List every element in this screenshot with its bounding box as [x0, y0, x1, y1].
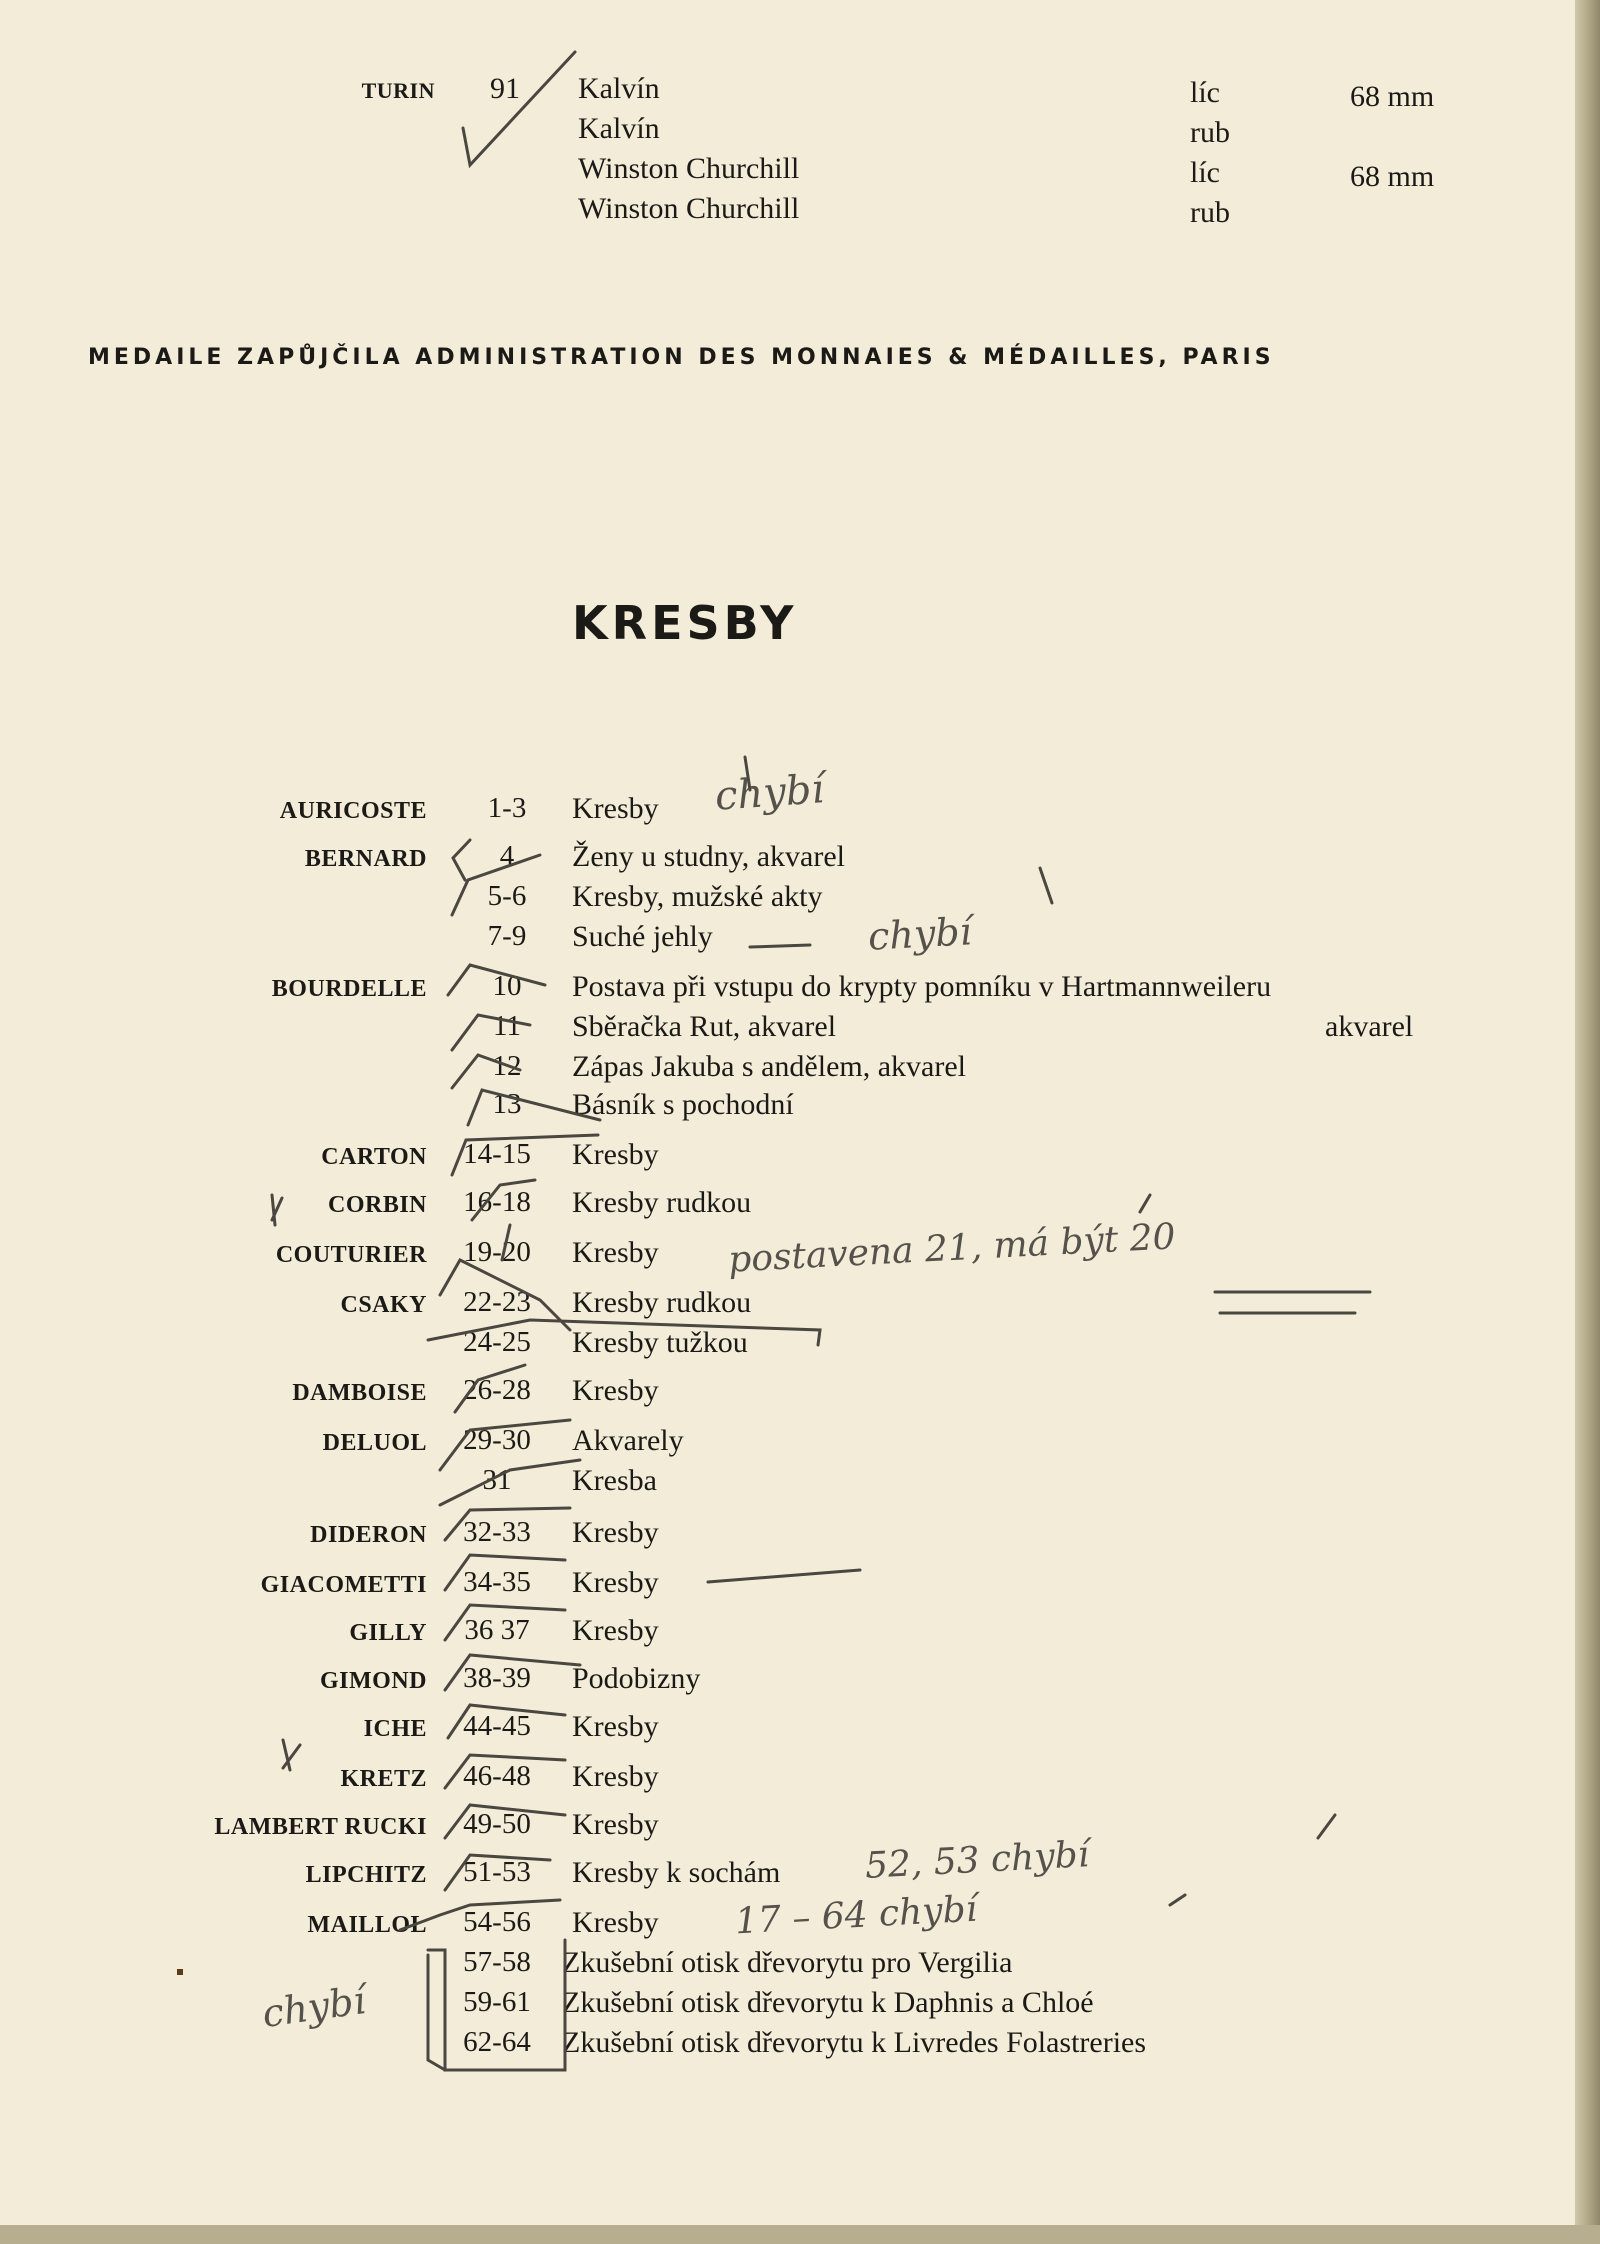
entry-number: 59-61 — [463, 1986, 531, 2018]
entry-title: Kresby — [572, 1710, 659, 1743]
entry-title: Kresby rudkou — [572, 1186, 752, 1219]
entry-number: 46-48 — [463, 1760, 531, 1792]
entry-artist: CORBIN — [327, 1192, 427, 1218]
turin-size-1: 68 mm — [1350, 80, 1435, 113]
turin-side-1: líc — [1190, 76, 1220, 109]
entry-title: Kresby — [572, 1906, 659, 1939]
handwriting-lipchitz: 52, 53 chybí — [864, 1834, 1091, 1887]
entry-number: 32-33 — [463, 1516, 531, 1548]
entry-title: Kresby — [572, 1138, 659, 1171]
entry-number: 38-39 — [463, 1662, 531, 1694]
entry-title: Kresby — [572, 1808, 659, 1841]
page-bottom-edge — [0, 2225, 1600, 2244]
check-mark — [453, 840, 470, 880]
woodcut-bracket — [428, 1940, 565, 2070]
entry-number: 44-45 — [463, 1710, 531, 1742]
turin-side-3: líc — [1190, 156, 1220, 189]
entry-title: Akvarely — [572, 1424, 684, 1457]
turin-side-4: rub — [1190, 196, 1230, 229]
extra-akvarel: akvarel — [1325, 1010, 1414, 1043]
entry-title: Kresby — [572, 1760, 659, 1793]
entry-number: 14-15 — [463, 1138, 531, 1170]
turin-title-1: Kalvín — [578, 72, 660, 105]
handwriting-woodcuts: chybí — [259, 1977, 369, 2037]
entry-artist: CSAKY — [340, 1292, 427, 1318]
entry-title: Kresby, mužské akty — [572, 880, 823, 913]
turin-title-3: Winston Churchill — [578, 152, 800, 185]
handwriting-suche-jehly: chybí — [866, 909, 973, 959]
entry-number: 7-9 — [487, 920, 527, 952]
entry-number: 4 — [499, 840, 515, 872]
entry-title: Kresby — [572, 1374, 659, 1407]
turin-artist: TURIN — [361, 78, 435, 103]
loan-note: MEDAILE ZAPŮJČILA ADMINISTRATION DES MONNAIES & MÉDAILLES, PARIS — [88, 345, 1275, 370]
entry-number: 51-53 — [463, 1856, 531, 1888]
entry-number: 26-28 — [463, 1374, 531, 1406]
entry-artist: AURICOSTE — [279, 798, 427, 824]
entry-artist: GIACOMETTI — [260, 1572, 427, 1598]
entry-artist: COUTURIER — [275, 1242, 427, 1268]
entry-number: 13 — [492, 1088, 522, 1120]
entry-artist: BOURDELLE — [271, 976, 427, 1002]
entry-title: Kresby — [572, 1236, 659, 1269]
entry-number: 10 — [492, 970, 522, 1002]
entry-number: 36 37 — [464, 1614, 530, 1646]
entry-title: Zápas Jakuba s andělem, akvarel — [572, 1050, 966, 1083]
entry-title: Suché jehly — [572, 920, 713, 953]
entry-artist: LAMBERT RUCKI — [214, 1814, 427, 1840]
entry-number: 1-3 — [487, 792, 527, 824]
turin-size-3: 68 mm — [1350, 160, 1435, 193]
turin-side-2: rub — [1190, 116, 1230, 149]
entry-title: Kresby — [572, 1614, 659, 1647]
handwriting-auricoste: chybí — [713, 766, 826, 820]
entry-number: 34-35 — [463, 1566, 531, 1598]
entry-artist: GIMOND — [320, 1668, 427, 1694]
entry-title: Kresby — [572, 1566, 659, 1599]
handwriting-maillol: 17 – 64 chybí — [734, 1888, 979, 1943]
entry-title: Kresby k sochám — [572, 1856, 781, 1889]
kretz-check-mark — [283, 1740, 300, 1770]
entry-number: 24-25 — [463, 1326, 531, 1358]
entry-number: 5-6 — [487, 880, 527, 912]
entry-title: Ženy u studny, akvarel — [572, 840, 845, 873]
entry-title: Kresby rudkou — [572, 1286, 752, 1319]
entry-title: Zkušební otisk dřevorytu k Daphnis a Chloé — [562, 1986, 1094, 2019]
entry-number: 12 — [492, 1050, 522, 1082]
entry-artist: DIDERON — [310, 1522, 427, 1548]
entry-number: 57-58 — [463, 1946, 531, 1978]
entry-artist: BERNARD — [304, 846, 427, 872]
entry-number: 31 — [482, 1464, 512, 1496]
turin-check-mark — [463, 52, 575, 165]
entry-artist: DAMBOISE — [292, 1380, 427, 1406]
entry-title: Zkušební otisk dřevorytu k Livredes Folastreries — [562, 2026, 1147, 2059]
entry-number: 49-50 — [463, 1808, 531, 1840]
entry-title: Básník s pochodní — [572, 1088, 794, 1121]
entry-artist: GILLY — [349, 1620, 427, 1646]
entry-artist: KRETZ — [340, 1766, 427, 1792]
entry-artist: LIPCHITZ — [305, 1862, 427, 1888]
section-heading: KRESBY — [572, 596, 798, 650]
dash-mark — [750, 945, 810, 947]
entry-artist: MAILLOL — [307, 1912, 427, 1938]
entry-title: Postava při vstupu do krypty pomníku v Hartmannweileru — [572, 970, 1272, 1003]
entry-number: 16-18 — [463, 1186, 531, 1218]
page-edge — [1575, 0, 1600, 2244]
entry-artist: DELUOL — [322, 1430, 427, 1456]
entry-artist: CARTON — [321, 1144, 427, 1170]
handwriting-couturier: postavena 21, má být 20 — [727, 1216, 1177, 1281]
entry-number: 11 — [493, 1010, 521, 1042]
turin-number: 91 — [490, 72, 520, 105]
entry-title: Kresby — [572, 792, 659, 825]
entry-title: Kresba — [572, 1464, 657, 1497]
turin-title-4: Winston Churchill — [578, 192, 800, 225]
entry-title: Sběračka Rut, akvarel — [572, 1010, 837, 1043]
entry-number: 29-30 — [463, 1424, 531, 1456]
turin-title-2: Kalvín — [578, 112, 660, 145]
underline-mark — [1215, 1292, 1370, 1313]
entry-number: 22-23 — [463, 1286, 531, 1318]
entry-title: Kresby tužkou — [572, 1326, 748, 1359]
corbin-check-mark — [272, 1195, 282, 1225]
ink-dot — [177, 1969, 183, 1975]
entry-title: Zkušební otisk dřevorytu pro Vergilia — [562, 1946, 1013, 1979]
entry-number: 62-64 — [463, 2026, 531, 2058]
entry-title: Kresby — [572, 1516, 659, 1549]
entry-number: 54-56 — [463, 1906, 531, 1938]
entry-artist: ICHE — [363, 1716, 427, 1742]
entry-number: 19-20 — [463, 1236, 531, 1268]
entry-title: Podobizny — [572, 1662, 701, 1695]
